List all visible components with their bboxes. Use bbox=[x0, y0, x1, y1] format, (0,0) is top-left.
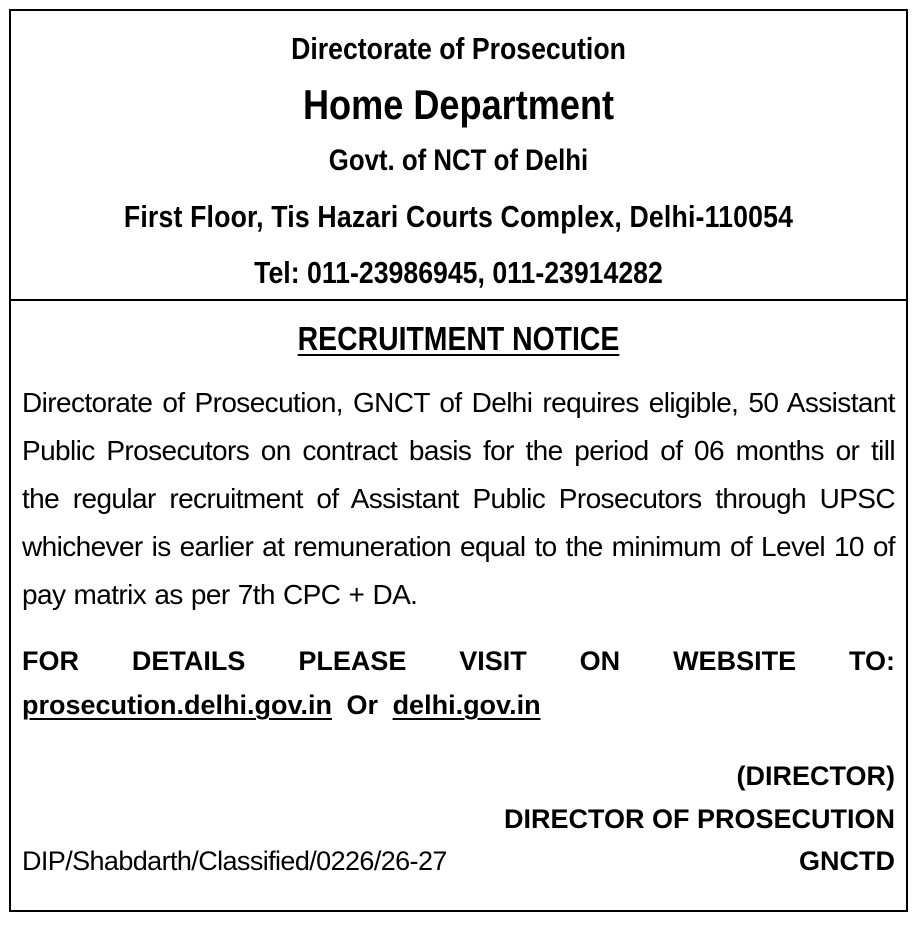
details-word: FOR bbox=[22, 646, 79, 676]
delhi-website-link[interactable]: delhi.gov.in bbox=[392, 690, 541, 720]
signatory-title: DIRECTOR OF PROSECUTION bbox=[503, 804, 895, 834]
details-word: TO: bbox=[849, 646, 895, 676]
notice-body bbox=[11, 319, 906, 881]
signatory-role: (DIRECTOR) bbox=[736, 761, 895, 791]
details-heading bbox=[22, 639, 895, 683]
or-text: Or bbox=[346, 690, 379, 720]
notice-header bbox=[11, 11, 906, 301]
department-name: Home Department bbox=[302, 81, 615, 128]
telephone: Tel: 011-23986945, 011-23914282 bbox=[254, 255, 663, 290]
details-section bbox=[22, 639, 895, 727]
prosecution-website-link[interactable]: prosecution.delhi.gov.in bbox=[22, 690, 333, 720]
details-word: DETAILS bbox=[131, 646, 246, 676]
signatory-org: GNCTD bbox=[799, 846, 895, 876]
website-links bbox=[22, 683, 895, 727]
notice-title-text: RECRUITMENT NOTICE bbox=[297, 320, 620, 357]
details-word: ON bbox=[579, 646, 621, 676]
details-word: PLEASE bbox=[298, 646, 407, 676]
signature-block bbox=[22, 755, 895, 841]
address: First Floor, Tis Hazari Courts Complex, Delhi-110054 bbox=[123, 199, 794, 234]
notice-footer bbox=[22, 841, 895, 881]
government-name: Govt. of NCT of Delhi bbox=[328, 144, 589, 177]
details-word: WEBSITE bbox=[673, 646, 797, 676]
notice-paragraph: Directorate of Prosecution, GNCT of Delhi requires eligible, 50 Assistant Public Prosecutors on contract basis for the period of 06 months or till the regular recruitment of Assistant Public Prosecutors through UPSC whichever is earlier at remuneration equal to the minimum of Level 10 of pay matrix as per 7th CPC + DA. bbox=[22, 387, 895, 610]
notice-title bbox=[83, 319, 834, 359]
recruitment-notice bbox=[9, 9, 908, 912]
details-word: VISIT bbox=[459, 646, 527, 676]
directorate-name: Directorate of Prosecution bbox=[291, 31, 626, 66]
reference-number: DIP/Shabdarth/Classified/0226/26-27 bbox=[22, 846, 447, 876]
